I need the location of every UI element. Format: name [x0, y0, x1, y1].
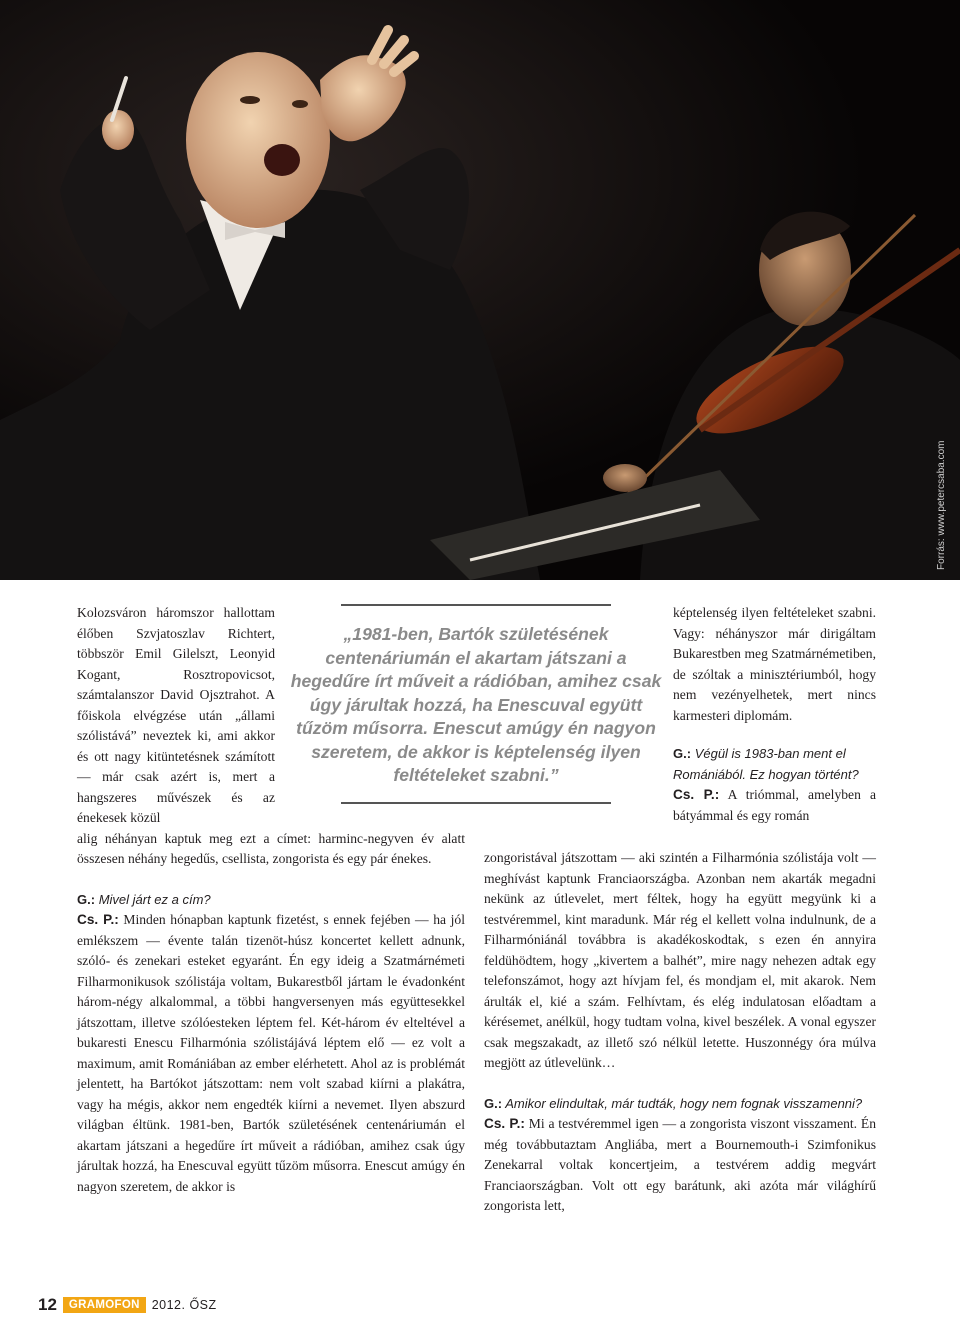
- pull-quote-text: „1981-ben, Bartók születésének centenáriumán el akartam játszani a hegedűre írt műveit a rádióban, amihez csak úgy járultak hozzá, ha Enescuval együtt tűzöm műsorra. Enescut amúgy én nagyon szeretem, de akkor is képtelenség ilyen feltételeket szabni.”: [290, 624, 662, 785]
- question-text: Amikor elindultak, már tudták, hogy nem fognak visszamenni?: [505, 1095, 863, 1111]
- interviewer-label: G.:: [77, 891, 96, 907]
- paragraph-intro-continued: alig néhányan kaptuk meg ezt a címet: harminc-negyven év alatt összesen néhány hegedűs, csellista, zongorista és egy pár énekes.: [77, 830, 465, 866]
- right-column-top: [673, 603, 876, 826]
- question-text: Végül is 1983-ban ment el Romániából. Ez hogyan történt?: [673, 746, 859, 782]
- interviewee-label: Cs. P.:: [77, 912, 119, 927]
- pull-quote-rule-bottom: [341, 802, 611, 804]
- question-3: [484, 1094, 876, 1115]
- right-column-bottom: [484, 848, 876, 1217]
- answer-3: [484, 1114, 876, 1217]
- answer-text: A triómmal, amelyben a bátyámmal és egy román: [673, 787, 876, 823]
- interviewee-label: Cs. P.:: [673, 787, 720, 802]
- paragraph-intro-wrapped: Kolozsváron háromszor hallottam élőben Szvjatoszlav Richtert, többször Emil Gilelszt, Leonyid Kogant, Rosztropovicsot, számtalanszor David Ojsztrahot. A főiskola elvégzése után „állami szólistává” neveztek ki, ami akkor és ott nagy kitüntetésnek számított — már csak azért is, mert a hangszeres művészek és az énekesek közül: [77, 605, 275, 825]
- issue-label: 2012. ŐSZ: [151, 1298, 217, 1312]
- pull-quote: [290, 604, 662, 804]
- paragraph-continued: képtelenség ilyen feltételeket szabni. Vagy: néhányszor már dirigáltam Bukarestben meg Szatmárnémetiben, de szóltak a minisztériumból, hogy nem vezényelhetek, mert nincs karmesteri diplomám.: [673, 605, 876, 723]
- answer-1: [77, 910, 465, 1197]
- photo-credit: Forrás: www.petercsaba.com: [936, 440, 947, 570]
- interviewee-label: Cs. P.:: [484, 1116, 525, 1131]
- answer-text: Mi a testvéremmel igen — a zongorista viszont visszament. Én még továbbutaztam Angliába, mert a Bournemouth-i Szimfonikus Zenekarral voltak koncertjeim, a testvérem addig megvárt Franciaországban. Volt ott egy barátunk, aki azóta már világhírű zongorista lett,: [484, 1116, 876, 1213]
- answer-2-start: [673, 785, 876, 826]
- answer-text: Minden hónapban kaptunk fizetést, s ennek fejében — ha jól emlékszem — évente talán tizenöt-húsz koncertet kellett adnunk, szóló- és zenekari esteket egyaránt. Én egy ideig a Szatmárnémeti Filharmonikusok szólistája voltam, Bukarestből jártam le évadonként három-négy alkalommal, a többi hangversenyen más együttesekkel játszottam, illetve szólóesteken léptem fel. Két-három év elteltével a bukaresti Enescu Filharmónia szólistájává léptem elő — ez volt a maximum, amit Romániában az ember elérhetett. Ahol az is problémát jelentett, ha Bartókot játszottam: nem volt szabad kiírni a plakátra, vagy ha mégis, akkor nem engedték kiírni a nevemet. Ilyen abszurd világban éltünk. 1981-ben, Bartók születésének centenáriumán el akartam játszani a hegedűre írt műveit a rádióban, amihez csak úgy járultak hozzá, ha Enescuval együtt tűzöm műsorra. Enescut amúgy én nagyon szeretem, de akkor is: [77, 912, 465, 1194]
- interviewer-label: G.:: [484, 1095, 503, 1111]
- page-number: 12: [38, 1295, 57, 1314]
- concert-photo: [0, 0, 960, 580]
- magazine-logo: GRAMOFON: [63, 1297, 146, 1313]
- interviewer-label: G.:: [673, 746, 692, 761]
- question-1: [77, 890, 465, 911]
- question-2: [673, 744, 876, 785]
- photo-illustration: [0, 0, 960, 580]
- answer-2-continued: zongoristával játszottam — aki szintén a Filharmónia szólistája volt — meghívást kaptunk Franciaországba. Azonban nem akarták megadni nekünk az útlevelet, mert féltek, hogy ha együtt megyünk ki a testvéremmel, kint maradunk. Már rég el kellett volna indulnunk, de a Filharmóniánál továbbra is akadékoskodtak, s ezen én annyira feldühödtem, hogy „kivertem a balhét”, mire nagy nehezen adtak egy telefonszámot, hogy azt hívjam fel, és mondjam el, mit akarok. Nem árulták el, kié a szám. Felhívtam, és elég indulatosan előadtam a kérésemet, anélkül, hogy tudtam volna, kivel beszélek. A vonal egyszer csak megszakadt, az illető szó nélkül letette. Huszonnégy óra múlva megjött az útlevelünk…: [484, 850, 876, 1070]
- page-footer: [38, 1294, 217, 1316]
- question-text: Mivel járt ez a cím?: [98, 891, 211, 907]
